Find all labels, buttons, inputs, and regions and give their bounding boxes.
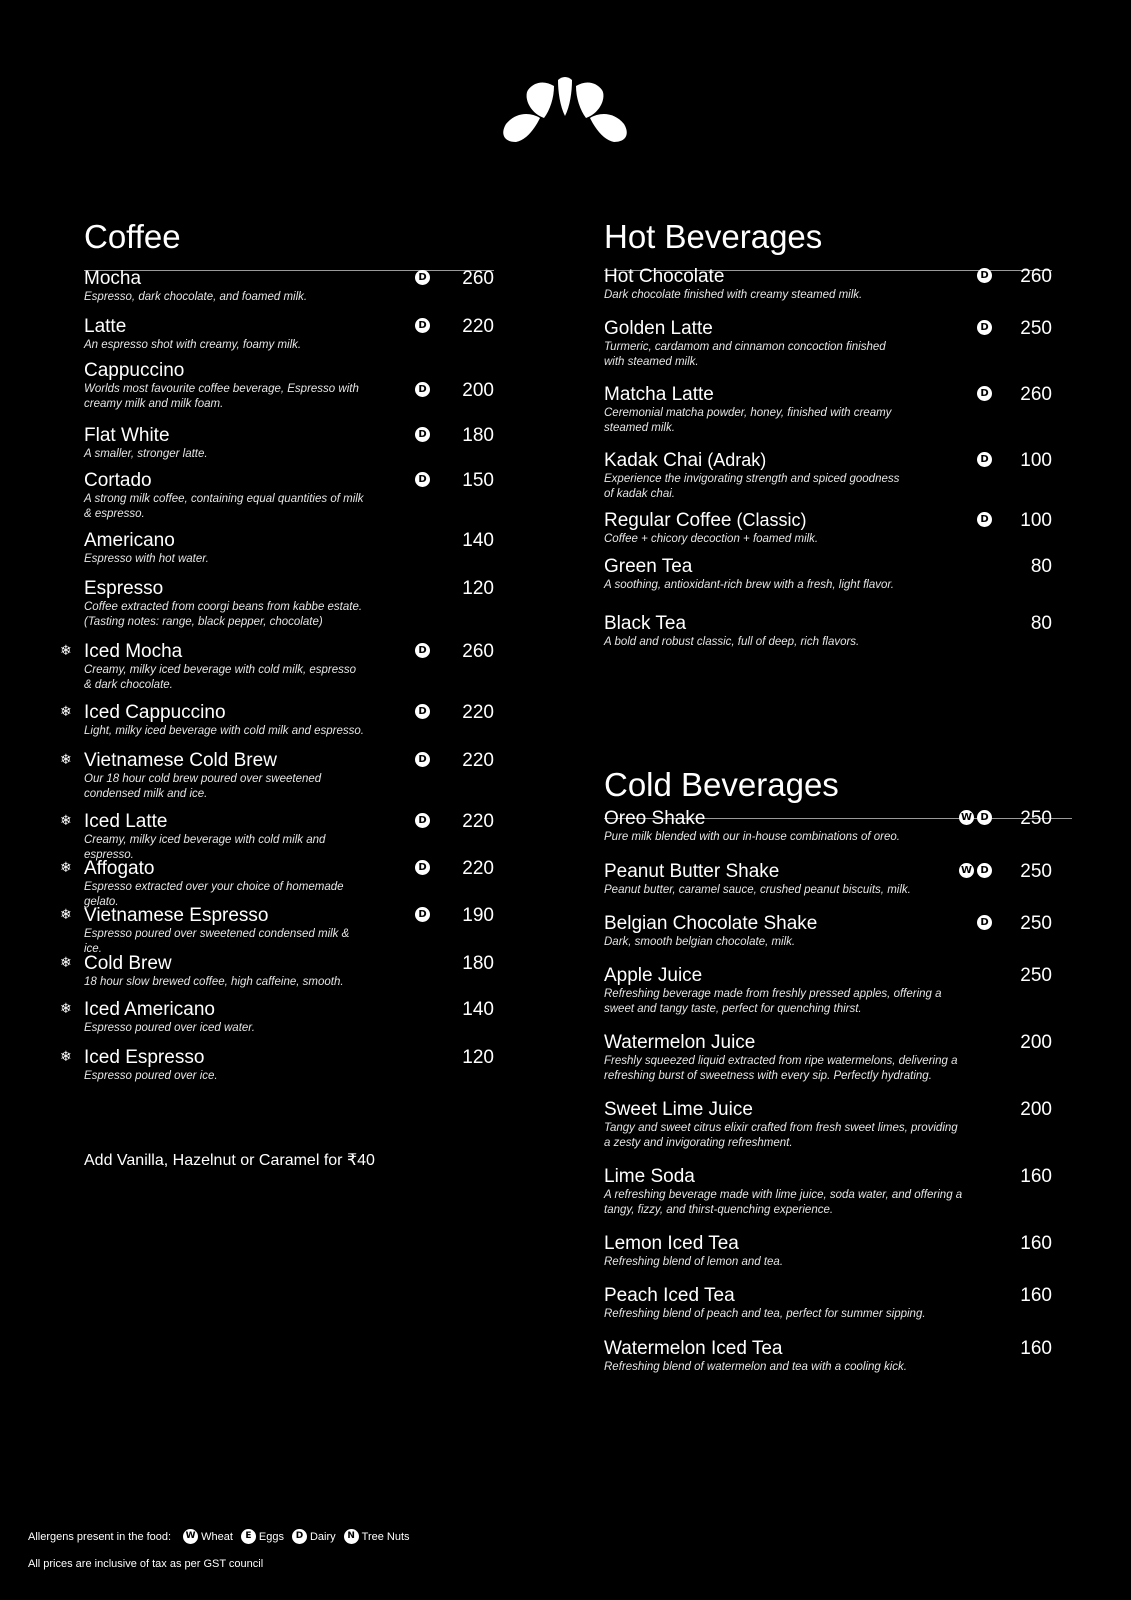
menu-item-price: 260	[1020, 266, 1052, 287]
iced-snowflake-icon: ❄	[60, 643, 72, 659]
menu-item-name	[84, 1047, 494, 1068]
menu-item-description: Espresso with hot water.	[84, 553, 209, 565]
allergen-legend-label: Allergens present in the food:	[28, 1530, 172, 1543]
cold-menu-item	[604, 913, 1052, 950]
menu-item-name-text: Black Tea	[604, 613, 687, 634]
menu-item-price: 160	[1020, 1233, 1052, 1254]
menu-item-name-text: Golden Latte	[604, 318, 713, 339]
menu-item-description: Dark chocolate finished with creamy steamed milk.	[604, 289, 863, 301]
menu-item-name	[604, 1233, 1052, 1254]
hot-beverages-section	[604, 220, 1052, 690]
menu-item-allergens	[977, 386, 992, 401]
menu-item-allergens	[977, 320, 992, 335]
menu-item-name	[604, 1285, 1052, 1306]
menu-item-allergens	[977, 915, 992, 930]
menu-item-name	[604, 1099, 1052, 1120]
menu-item-name-text: Sweet Lime Juice	[604, 1099, 753, 1120]
coffee-menu-item	[84, 316, 494, 353]
menu-item-name-text: Belgian Chocolate Shake	[604, 913, 818, 934]
legend-item-dairy	[292, 1529, 336, 1544]
coffee-menu-item	[84, 578, 494, 630]
menu-item-allergens	[415, 382, 430, 397]
menu-item-description: Freshly squeezed liquid extracted from ripe watermelons, delivering a refreshing burst of sweetness with every sip. Perfectly hydrating.	[604, 1055, 958, 1082]
menu-item-description: Peanut butter, caramel sauce, crushed peanut biscuits, milk.	[604, 884, 911, 896]
menu-item-description: Coffee + chicory decoction + foamed milk.	[604, 533, 819, 545]
hot-beverages-title: Hot Beverages	[604, 218, 823, 255]
menu-item-price: 220	[462, 702, 494, 723]
menu-item-price: 250	[1020, 861, 1052, 882]
menu-item-name-text: Oreo Shake	[604, 808, 706, 829]
menu-item-allergens	[959, 863, 992, 878]
menu-item-name	[84, 578, 494, 599]
menu-item-name	[84, 425, 494, 446]
dairy-allergen-icon: D	[977, 320, 992, 335]
hot-menu-item	[604, 450, 1052, 502]
coffee-section	[60, 218, 494, 1180]
coffee-menu-item	[84, 470, 494, 522]
hot-menu-item	[604, 384, 1052, 436]
cold-menu-item	[604, 808, 1052, 845]
iced-snowflake-icon: ❄	[60, 907, 72, 923]
cold-menu-item	[604, 1099, 1052, 1151]
legend-label: Tree Nuts	[361, 1530, 410, 1543]
menu-item-price: 250	[1020, 318, 1052, 339]
menu-item-name	[84, 641, 494, 662]
menu-item-name-text: Iced Cappuccino	[84, 702, 226, 723]
menu-item-description: A strong milk coffee, containing equal quantities of milk & espresso.	[84, 493, 364, 520]
menu-item-name-text: Cappuccino	[84, 360, 185, 381]
menu-item-description: Espresso poured over iced water.	[84, 1022, 255, 1034]
allergen-legend	[28, 1529, 410, 1544]
menu-item-name-text: Espresso	[84, 578, 164, 599]
menu-item-name-text: Matcha Latte	[604, 384, 714, 405]
legend-label: Eggs	[258, 1530, 284, 1543]
menu-item-name-text: Green Tea	[604, 556, 693, 577]
menu-item-description: Refreshing blend of watermelon and tea with a cooling kick.	[604, 1361, 908, 1373]
addon-note: Add Vanilla, Hazelnut or Caramel for ₹40	[84, 1152, 375, 1169]
menu-item-price: 190	[462, 905, 494, 926]
coffee-menu-item	[60, 905, 494, 957]
menu-item-description: Ceremonial matcha powder, honey, finished with creamy steamed milk.	[604, 407, 892, 434]
menu-item-name-text: Apple Juice	[604, 965, 703, 986]
menu-item-name	[84, 702, 494, 723]
menu-item-description: Worlds most favourite coffee beverage, Espresso with creamy milk and milk foam.	[84, 383, 359, 410]
menu-item-price: 120	[462, 1047, 494, 1068]
menu-item-price: 140	[462, 999, 494, 1020]
cold-menu-item	[604, 1166, 1052, 1218]
cold-menu-item	[604, 1338, 1052, 1375]
menu-item-price: 250	[1020, 808, 1052, 829]
menu-item-name	[604, 965, 1052, 986]
dairy-allergen-icon: D	[415, 704, 430, 719]
menu-item-description: 18 hour slow brewed coffee, high caffeine, smooth.	[84, 976, 344, 988]
menu-item-name-text: Affogato	[84, 858, 155, 879]
menu-item-name-text: Latte	[84, 316, 127, 337]
menu-item-price: 220	[462, 858, 494, 879]
menu-item-name-text: Iced Latte	[84, 811, 168, 832]
menu-item-description: Coffee extracted from coorgi beans from kabbe estate. (Tasting notes: range, black pepper, chocolate)	[84, 601, 363, 628]
legend-item-treenuts	[344, 1529, 410, 1544]
menu-item-allergens	[415, 813, 430, 828]
cold-menu-item	[604, 1285, 1052, 1322]
coffee-menu-item	[60, 641, 494, 693]
dairy-legend-icon: D	[292, 1529, 307, 1544]
iced-snowflake-icon: ❄	[60, 704, 72, 720]
menu-item-name-text: Cold Brew	[84, 953, 172, 974]
treenuts-legend-icon: N	[344, 1529, 359, 1544]
iced-snowflake-icon: ❄	[60, 1001, 72, 1017]
menu-item-description: Turmeric, cardamom and cinnamon concoction finished with steamed milk.	[604, 341, 886, 368]
menu-item-description: Refreshing blend of peach and tea, perfect for summer sipping.	[604, 1308, 926, 1320]
dairy-allergen-icon: D	[415, 472, 430, 487]
menu-item-description: Tangy and sweet citrus elixir crafted from fresh sweet limes, providing a zesty and invigorating refreshment.	[604, 1122, 958, 1149]
hot-menu-item	[604, 510, 1052, 547]
coffee-title: Coffee	[84, 218, 181, 255]
menu-item-description: Experience the invigorating strength and spiced goodness of kadak chai.	[604, 473, 900, 500]
menu-item-name	[84, 811, 494, 832]
coffee-menu-item	[84, 360, 494, 412]
dairy-allergen-icon: D	[977, 512, 992, 527]
menu-item-description: A soothing, antioxidant-rich brew with a fresh, light flavor.	[604, 579, 894, 591]
menu-item-price: 220	[462, 316, 494, 337]
menu-item-name-text: Kadak Chai	[604, 450, 703, 471]
menu-item-variant: (Adrak)	[707, 450, 767, 470]
dairy-allergen-icon: D	[415, 427, 430, 442]
menu-item-price: 100	[1020, 510, 1052, 531]
menu-item-price: 80	[1030, 613, 1052, 634]
menu-item-name	[84, 905, 494, 926]
eggs-legend-icon: E	[241, 1529, 256, 1544]
coffee-menu-item	[60, 811, 494, 863]
dairy-allergen-icon: D	[977, 810, 992, 825]
iced-snowflake-icon: ❄	[60, 955, 72, 971]
menu-item-price: 200	[1020, 1032, 1052, 1053]
menu-item-name-text: Vietnamese Espresso	[84, 905, 269, 926]
menu-item-allergens	[415, 907, 430, 922]
menu-item-allergens	[415, 427, 430, 442]
hot-menu-item	[604, 613, 1052, 650]
dairy-allergen-icon: D	[977, 863, 992, 878]
menu-item-name	[604, 556, 1052, 577]
cold-menu-item	[604, 1032, 1052, 1084]
menu-item-description: Espresso extracted over your choice of homemade gelato.	[84, 881, 344, 908]
coffee-menu-item	[60, 702, 494, 739]
menu-item-allergens	[977, 268, 992, 283]
menu-item-name	[604, 1166, 1052, 1187]
wheat-allergen-icon: W	[959, 810, 974, 825]
menu-item-name-text: Cortado	[84, 470, 152, 491]
menu-item-price: 260	[462, 641, 494, 662]
menu-item-description: A bold and robust classic, full of deep, rich flavors.	[604, 636, 860, 648]
dairy-allergen-icon: D	[415, 270, 430, 285]
legend-item-wheat	[183, 1529, 233, 1544]
menu-item-description: Our 18 hour cold brew poured over sweetened condensed milk and ice.	[84, 773, 322, 800]
menu-item-name-text: Peach Iced Tea	[604, 1285, 735, 1306]
dairy-allergen-icon: D	[977, 915, 992, 930]
iced-snowflake-icon: ❄	[60, 1049, 72, 1065]
menu-item-price: 140	[462, 530, 494, 551]
dairy-allergen-icon: D	[977, 386, 992, 401]
cold-beverages-section	[604, 768, 1052, 1428]
coffee-menu-item	[84, 425, 494, 462]
dairy-allergen-icon: D	[977, 268, 992, 283]
coffee-menu-item	[60, 999, 494, 1036]
dairy-allergen-icon: D	[415, 813, 430, 828]
coffee-menu-item	[84, 268, 494, 305]
menu-item-price: 250	[1020, 965, 1052, 986]
menu-item-name-text: Vietnamese Cold Brew	[84, 750, 277, 771]
coffee-menu-item	[84, 530, 494, 567]
dairy-allergen-icon: D	[977, 452, 992, 467]
menu-item-allergens	[415, 643, 430, 658]
dairy-allergen-icon: D	[415, 752, 430, 767]
tax-note: All prices are inclusive of tax as per GST council	[28, 1558, 264, 1570]
menu-item-price: 260	[1020, 384, 1052, 405]
menu-item-description: Dark, smooth belgian chocolate, milk.	[604, 936, 796, 948]
menu-item-description: A smaller, stronger latte.	[84, 448, 208, 460]
legend-item-eggs	[241, 1529, 284, 1544]
iced-snowflake-icon: ❄	[60, 813, 72, 829]
menu-item-description: Creamy, milky iced beverage with cold milk and espresso.	[84, 834, 326, 861]
menu-item-name	[84, 858, 494, 879]
menu-item-name	[604, 1338, 1052, 1359]
menu-item-description: Espresso poured over ice.	[84, 1070, 218, 1082]
menu-item-name-text: Hot Chocolate	[604, 266, 725, 287]
coffee-menu-item	[60, 750, 494, 802]
menu-item-name-text: Iced Americano	[84, 999, 215, 1020]
menu-item-name-text: Peanut Butter Shake	[604, 861, 780, 882]
menu-item-name	[84, 268, 494, 289]
dairy-allergen-icon: D	[415, 382, 430, 397]
menu-item-allergens	[415, 752, 430, 767]
menu-item-price: 180	[462, 953, 494, 974]
wheat-legend-icon: W	[183, 1529, 198, 1544]
menu-item-variant: (Classic)	[736, 510, 807, 530]
legend-label: Wheat	[201, 1530, 233, 1543]
menu-item-name-text: Regular Coffee	[604, 510, 732, 531]
cold-menu-item	[604, 861, 1052, 898]
menu-item-price: 200	[462, 380, 494, 401]
menu-item-price: 220	[462, 750, 494, 771]
menu-item-description: Refreshing blend of lemon and tea.	[604, 1256, 784, 1268]
menu-item-name	[84, 999, 494, 1020]
menu-item-description: Creamy, milky iced beverage with cold milk, espresso & dark chocolate.	[84, 664, 357, 691]
cold-beverages-title: Cold Beverages	[604, 766, 839, 803]
menu-item-price: 150	[462, 470, 494, 491]
menu-item-name-text: Mocha	[84, 268, 142, 289]
menu-item-price: 180	[462, 425, 494, 446]
menu-item-allergens	[415, 860, 430, 875]
menu-item-name	[84, 316, 494, 337]
menu-item-description: An espresso shot with creamy, foamy milk.	[84, 339, 302, 351]
menu-item-price: 120	[462, 578, 494, 599]
menu-item-allergens	[415, 318, 430, 333]
menu-item-name	[604, 1032, 1052, 1053]
menu-item-price: 200	[1020, 1099, 1052, 1120]
menu-item-name-text: Lime Soda	[604, 1166, 695, 1187]
coffee-menu-item	[60, 953, 494, 990]
menu-item-price: 250	[1020, 913, 1052, 934]
croissant-logo-icon	[498, 72, 632, 142]
menu-item-name	[84, 530, 494, 551]
menu-item-name	[84, 470, 494, 491]
menu-item-description: Pure milk blended with our in-house combinations of oreo.	[604, 831, 900, 843]
menu-item-price: 160	[1020, 1166, 1052, 1187]
menu-item-name	[84, 750, 494, 771]
dairy-allergen-icon: D	[415, 643, 430, 658]
coffee-menu-item	[60, 1047, 494, 1084]
dairy-allergen-icon: D	[415, 907, 430, 922]
menu-item-name	[84, 360, 494, 381]
cold-menu-item	[604, 965, 1052, 1017]
menu-item-allergens	[959, 810, 992, 825]
cold-menu-item	[604, 1233, 1052, 1270]
menu-item-name-text: Iced Espresso	[84, 1047, 205, 1068]
menu-item-name	[604, 613, 1052, 634]
menu-item-allergens	[977, 512, 992, 527]
menu-item-price: 160	[1020, 1285, 1052, 1306]
menu-item-description: Espresso, dark chocolate, and foamed milk.	[84, 291, 308, 303]
menu-item-price: 260	[462, 268, 494, 289]
menu-item-allergens	[977, 452, 992, 467]
wheat-allergen-icon: W	[959, 863, 974, 878]
legend-label: Dairy	[309, 1530, 336, 1543]
menu-item-description: Refreshing beverage made from freshly pressed apples, offering a sweet and tangy taste, perfect for quenching thirst.	[604, 988, 942, 1015]
menu-item-name-text: Lemon Iced Tea	[604, 1233, 739, 1254]
menu-item-name-text: Iced Mocha	[84, 641, 183, 662]
menu-item-name-text: Flat White	[84, 425, 170, 446]
hot-menu-item	[604, 318, 1052, 370]
menu-item-name-text: Watermelon Iced Tea	[604, 1338, 783, 1359]
menu-item-price: 220	[462, 811, 494, 832]
menu-item-description: Light, milky iced beverage with cold milk and espresso.	[84, 725, 364, 737]
iced-snowflake-icon: ❄	[60, 860, 72, 876]
hot-menu-item	[604, 556, 1052, 593]
dairy-allergen-icon: D	[415, 318, 430, 333]
menu-item-allergens	[415, 270, 430, 285]
menu-item-allergens	[415, 704, 430, 719]
iced-snowflake-icon: ❄	[60, 752, 72, 768]
menu-item-price: 100	[1020, 450, 1052, 471]
menu-item-price: 80	[1030, 556, 1052, 577]
dairy-allergen-icon: D	[415, 860, 430, 875]
menu-item-name-text: Watermelon Juice	[604, 1032, 756, 1053]
menu-item-price: 160	[1020, 1338, 1052, 1359]
hot-menu-item	[604, 266, 1052, 303]
menu-item-description: A refreshing beverage made with lime juice, soda water, and offering a tangy, fizzy, and thirst-quenching experience.	[604, 1189, 963, 1216]
menu-item-description: Espresso poured over sweetened condensed milk & ice.	[84, 928, 350, 955]
coffee-menu-item	[60, 858, 494, 910]
menu-item-name	[84, 953, 494, 974]
menu-item-allergens	[415, 472, 430, 487]
menu-item-name-text: Americano	[84, 530, 175, 551]
